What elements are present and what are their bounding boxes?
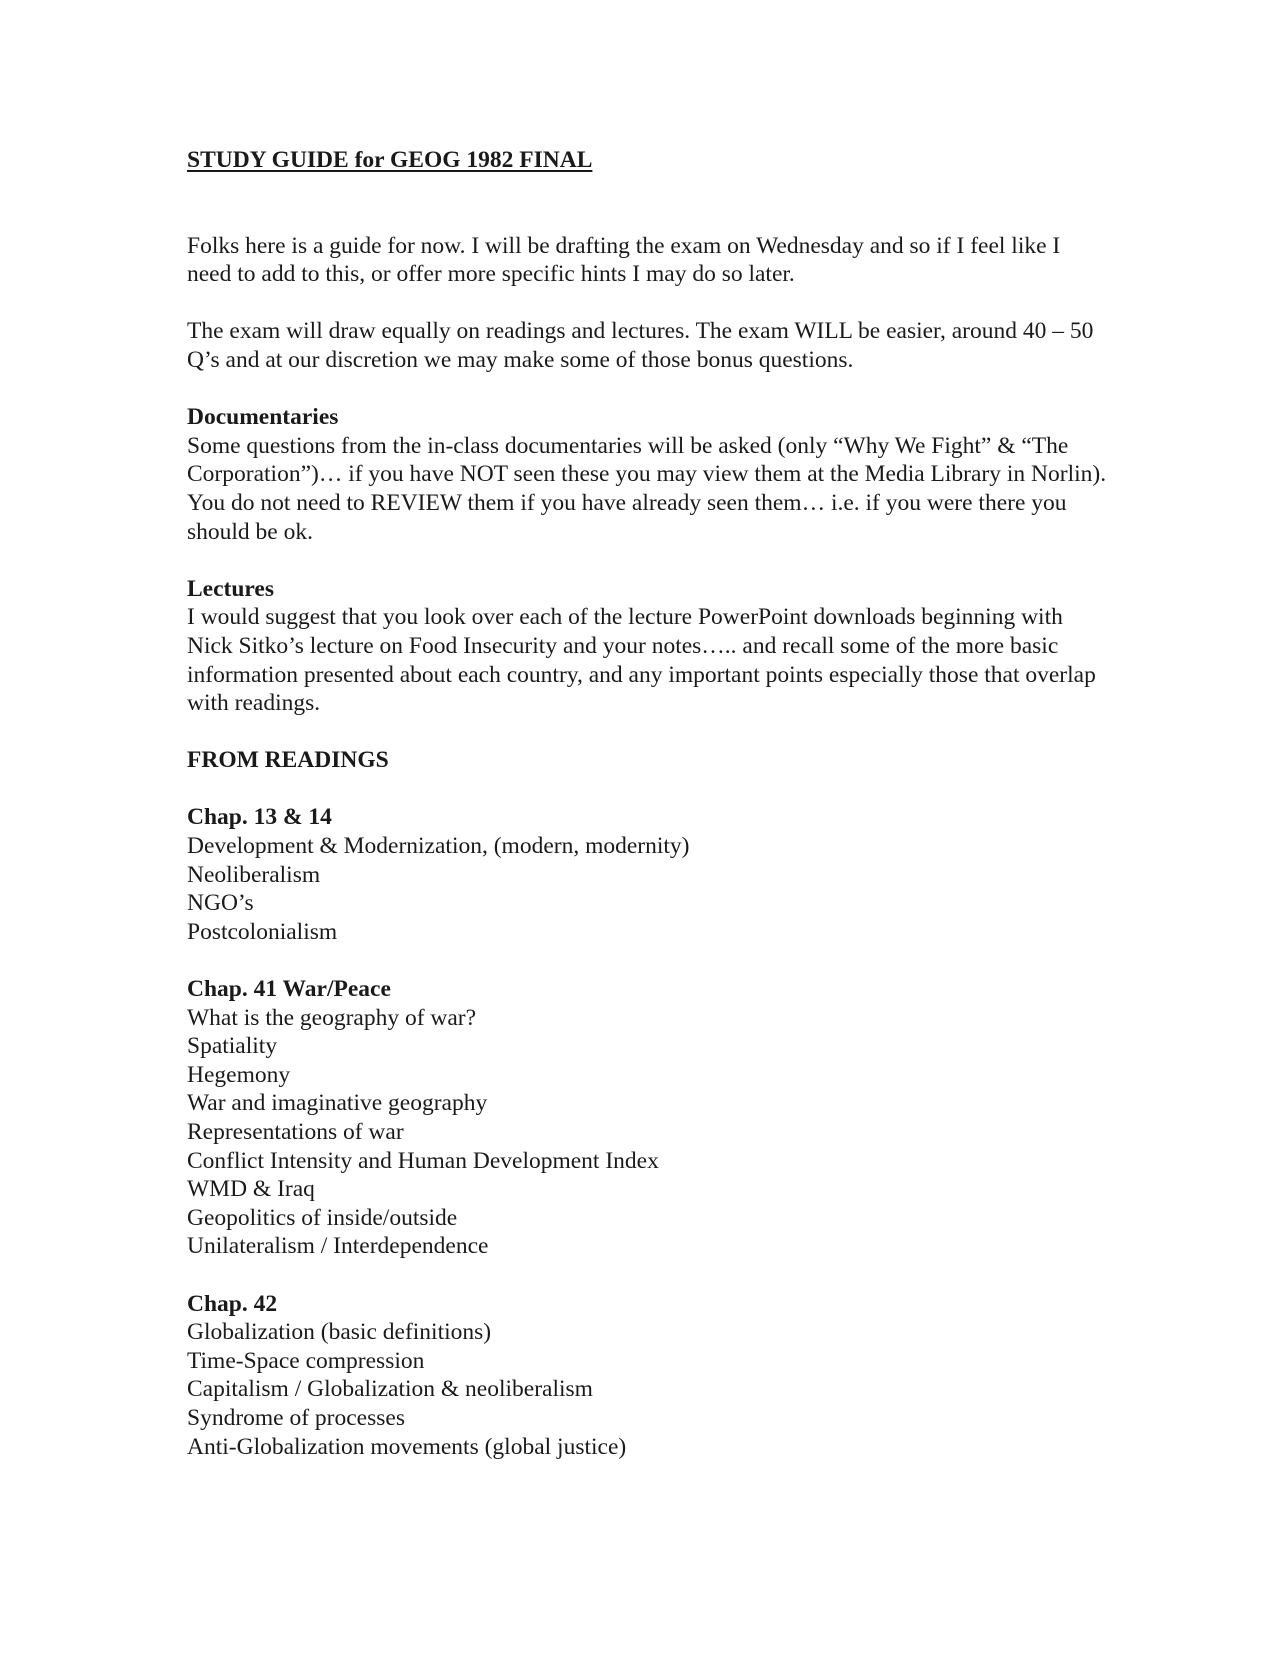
documentaries-section (187, 403, 1107, 546)
chapter-heading: Chap. 42 (187, 1290, 278, 1317)
chapter-topic-list (187, 1004, 1107, 1261)
list-item: What is the geography of war? (187, 1004, 477, 1031)
chapter-topic-list (187, 832, 1107, 946)
list-item: Postcolonialism (187, 918, 338, 945)
list-item: Representations of war (187, 1119, 404, 1145)
document-page (187, 146, 1107, 1490)
list-item: Anti-Globalization movements (global justice) (187, 1433, 627, 1460)
list-item: Capitalism / Globalization & neoliberalism (187, 1376, 593, 1403)
list-item: Globalization (basic definitions) (187, 1319, 492, 1346)
list-item: Geopolitics of inside/outside (187, 1204, 458, 1231)
chapter-topic-list (187, 1318, 1107, 1461)
documentaries-text: Some questions from the in-class documentaries will be asked (only “Why We Fight” & “The Corporation”)… if you have NOT seen these you may view them at the Media Library in Norlin). You do not need to REVIEW them if you have already seen them… i.e. if you were there you should be ok. (187, 432, 1107, 545)
chapter-section (187, 803, 1107, 946)
list-item: Hegemony (187, 1061, 291, 1088)
chapter-heading: Chap. 41 War/Peace (187, 976, 391, 1003)
list-item: WMD & Iraq (187, 1176, 315, 1203)
intro-paragraph-1: Folks here is a guide for now. I will be drafting the exam on Wednesday and so if I feel like I need to add to this, or offer more specific hints I may do so later. (187, 232, 1061, 288)
intro-paragraph-2: The exam will draw equally on readings and lectures. The exam WILL be easier, around 40 – 50 Q’s and at our discretion we may make some of those bonus questions. (187, 318, 1094, 373)
lectures-text: I would suggest that you look over each of the lecture PowerPoint downloads beginning with Nick Sitko’s lecture on Food Insecurity and your notes….. and recall some of the more basic information presented about each country, and any important points especially those that overlap with readings. (187, 604, 1096, 717)
list-item: Unilateralism / Interdependence (187, 1233, 489, 1260)
documentaries-heading: Documentaries (187, 404, 339, 431)
chapter-section (187, 1290, 1107, 1462)
list-item: Development & Modernization, (modern, modernity) (187, 833, 690, 860)
document-title: STUDY GUIDE for GEOG 1982 FINAL (187, 147, 593, 173)
lectures-section (187, 575, 1107, 718)
chapter-heading: Chap. 13 & 14 (187, 804, 332, 831)
list-item: Conflict Intensity and Human Development Index (187, 1147, 659, 1174)
chapter-section (187, 975, 1107, 1261)
list-item: Spatiality (187, 1033, 278, 1060)
list-item: Syndrome of processes (187, 1404, 405, 1431)
readings-heading: FROM READINGS (187, 747, 389, 774)
list-item: Time-Space compression (187, 1347, 425, 1374)
list-item: Neoliberalism (187, 861, 321, 888)
list-item: War and imaginative geography (187, 1090, 488, 1117)
lectures-heading: Lectures (187, 575, 275, 602)
list-item: NGO’s (187, 890, 254, 917)
